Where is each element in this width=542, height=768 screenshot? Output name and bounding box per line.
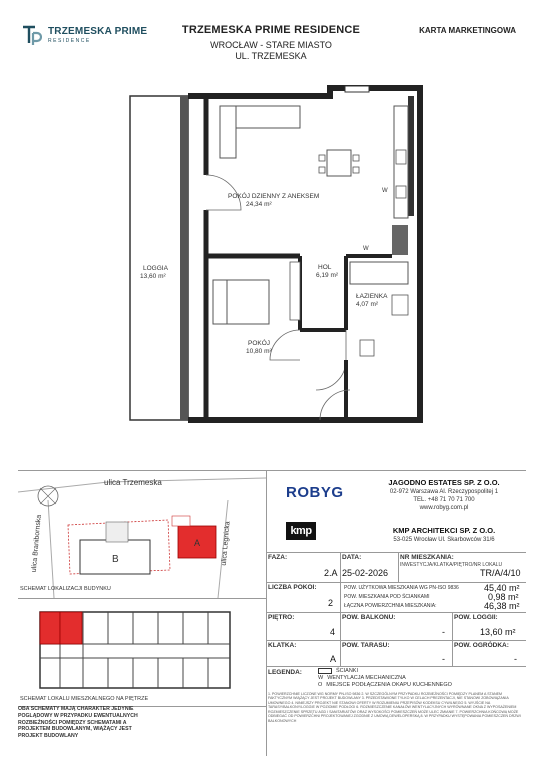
faza-value: 2.A (324, 568, 338, 578)
svg-text:W: W (363, 246, 369, 252)
stove (396, 150, 406, 164)
ogrodek-label: POW. OGRÓDKA: (454, 642, 509, 649)
robyg-logo: ROBYG (286, 484, 344, 501)
architect-address: 53-025 Wrocław Ul. Skarbowców 31/6 (393, 537, 495, 544)
room-loggia-area: 13,60 m² (140, 273, 166, 280)
legend-walls (318, 668, 358, 674)
developer-phone: TEL. +48 71 70 71 700 (413, 497, 475, 504)
nr-sub: INWESTYCJA/KLATKA/PIĘTRO/NR LOKALU (400, 562, 503, 568)
building-a-label: A (194, 538, 201, 548)
logo-sub: RESIDENCE (48, 37, 91, 44)
notes: 1. POWIERZCHNIE LICZONE WG NORMY PN-ISO 9836 2. W SZCZEGÓLNYM PRZYPADKU ROZBIEŻNOŚCI POMIĘDZY PLANEM A STANEM FAKTYCZNYM WIĄŻĄCY JEST PROJEKT BUDOWLANY 3. PRZEDSTAWIONE TYLKO W CELACH PREZENTACJI, NIE STANOWI ZOBOWIĄZANIA UMOWNEGO 4. NINIEJSZY PROJEKT NIE STANOWI OFERTY W ROZUMIENIU PRZEPISÓW KODEKSU CYWILNEGO 5. WYJŚCIE NA TARASY/BALKONY/LOGGIE W POZIOMIE PODŁOGI 6. ROZMIESZCZENIE KANAŁÓW WENTYLACYJNYCH WYRÓWNANE OKNA Z WYPOSAŻENIEM ROZMIESZCZENIE SPRZĘTU AGD I SANITARIATÓW ORAZ WYSOKOŚCI POMIESZCZEŃ MOŻE ULEC ZMIANIE 7. POWIERZCHNIA KOŃCOWA MOŻE ODBIEGAĆ OD POWIERZCHNI PROJEKTOWANEJ ZGODNIE Z UMOWĄ DEWELOPERSKĄ 8. W PRZYPADKU WYSTĘPOWANIA POMIESZCZEŃ DRZWI BALKONOWYCH (268, 692, 521, 723)
balkon-value: - (442, 627, 445, 637)
building-b-label: B (112, 554, 119, 565)
document-type: KARTA MARKETINGOWA (419, 26, 516, 35)
developer-address: 02-972 Warszawa Al. Rzeczypospolitej 1 (389, 489, 499, 496)
svg-text:W: W (382, 188, 388, 194)
bathtub (350, 262, 408, 284)
caption-location: SCHEMAT LOKALIZACJI BUDYNKU (20, 586, 111, 592)
washbasin (392, 295, 408, 315)
taras-value: - (442, 654, 445, 664)
window-top (345, 86, 369, 92)
shaft (392, 225, 408, 255)
selected-unit (40, 612, 60, 644)
architect-info (362, 526, 526, 544)
pietro-value: 4 (330, 627, 336, 637)
pokoje-value: 2 (328, 598, 334, 608)
schema-footnote: OBA SCHEMATY MAJĄ CHARAKTER JEDYNIE POGLĄDOWY W PRZYPADKU EWENTUALNYCH ROZBIEŻNOŚCI POMIĘDZY SCHEMATAMI A PROJEKTEM BUDOWLANYM, WIĄŻĄCY JEST PROJEKT BUDOWLANY (18, 706, 138, 739)
pow-laczna-label: ŁĄCZNA POWIERZCHNIA MIESZKANIA: (344, 603, 437, 609)
klatka-label: KLATKA: (268, 642, 297, 649)
pow-uzytk-label: POW. UŻYTKOWA MIESZKANIA WG PN-ISO 9836 (344, 585, 459, 591)
street-left: ulica Branibornska (30, 514, 43, 573)
faza-label: FAZA: (268, 554, 288, 561)
legend-title: LEGENDA: (268, 669, 302, 676)
pow-skosy-label: POW. MIESZKANIA POD ŚCIANKAMI (344, 594, 430, 600)
caption-floor: SCHEMAT LOKALU MIESZKALNEGO NA PIĘTRZE (20, 696, 149, 702)
klatka-value: A (330, 654, 337, 664)
room-bedroom-name: POKÓJ (248, 340, 271, 347)
room-hall-name: HOL (318, 264, 332, 271)
room-living-name: POKÓJ DZIENNY Z ANEKSEM (228, 193, 320, 200)
legend-vent (318, 675, 406, 681)
divider (18, 598, 266, 599)
pokoje-label: LICZBA POKOI: (268, 584, 317, 591)
legend-hood-text: MIEJSCE PODŁĄCZENIA OKAPU KUCHENNEGO (326, 682, 452, 688)
street-right: ulica Legnicka (220, 521, 232, 566)
room-loggia-name: LOGGIA (143, 265, 168, 272)
sofa-chaise (220, 106, 236, 158)
room-bathroom-name: ŁAZIENKA (356, 293, 388, 300)
room-bathroom-area: 4,07 m² (356, 301, 379, 308)
architect-name: KMP ARCHITEKCI SP. Z O.O. (392, 526, 496, 535)
pow-laczna-value: 46,38 m² (484, 601, 520, 611)
info-section (18, 470, 526, 756)
street-top: ulica Trzemeska (104, 478, 162, 487)
data-value: 25-02-2026 (342, 568, 389, 578)
nr-value: TR/A/4/10 (480, 568, 521, 578)
kmp-logo: kmp (286, 522, 316, 540)
loggia-wall (180, 96, 188, 420)
kitchen-wall (408, 96, 414, 216)
floor-plan (0, 80, 542, 465)
nr-label: NR MIESZKANIA: (400, 554, 454, 561)
pietro-label: PIĘTRO: (268, 614, 295, 621)
pow-uzytk-value: 45,40 m² (484, 583, 520, 593)
floor-schema (38, 608, 233, 693)
ogrodek-value: - (514, 654, 517, 664)
data-label: DATA: (342, 554, 362, 561)
taras-label: POW. TARASU: (342, 642, 390, 649)
vent-symbol-icon: W (318, 675, 324, 681)
bedroom-door (270, 330, 300, 360)
dining-table (327, 150, 351, 176)
page-title: TRZEMESKA PRIME RESIDENCE (181, 24, 361, 36)
floor-plan-drawing (0, 80, 542, 465)
room-living-area: 24,34 m² (246, 201, 272, 208)
legend-vent-text: WENTYLACJA MECHANICZNA (327, 675, 406, 681)
room-bedroom-area: 10,80 m² (246, 348, 272, 355)
divider (266, 470, 267, 756)
toilet (360, 340, 374, 356)
loggia-label: POW. LOGGII: (454, 614, 498, 621)
address-line-1: WROCŁAW - STARE MIASTO (210, 40, 332, 50)
loggia-outline (130, 96, 188, 420)
walls-swatch-icon (318, 668, 332, 674)
balkon-label: POW. BALKONU: (342, 614, 396, 621)
legend-walls-text: ŚCIANKI (336, 668, 359, 674)
sink (396, 186, 406, 198)
loggia-value: 13,60 m² (480, 627, 516, 637)
header (0, 0, 542, 80)
room-hall-area: 6,19 m² (316, 272, 339, 279)
logo-name: TRZEMESKA PRIME (48, 25, 148, 37)
hood-symbol-icon: O (318, 682, 323, 688)
pow-skosy-value: 0,98 m² (488, 592, 519, 602)
developer-name: JAGODNO ESTATES SP. Z O.O. (388, 478, 500, 487)
bathroom-door (316, 330, 346, 390)
address-line-2: UL. TRZEMESKA (235, 51, 307, 61)
legend-hood (318, 682, 452, 688)
developer-web: www.robyg.com.pl (419, 505, 469, 512)
developer-info (362, 478, 526, 512)
wardrobe (290, 262, 300, 320)
